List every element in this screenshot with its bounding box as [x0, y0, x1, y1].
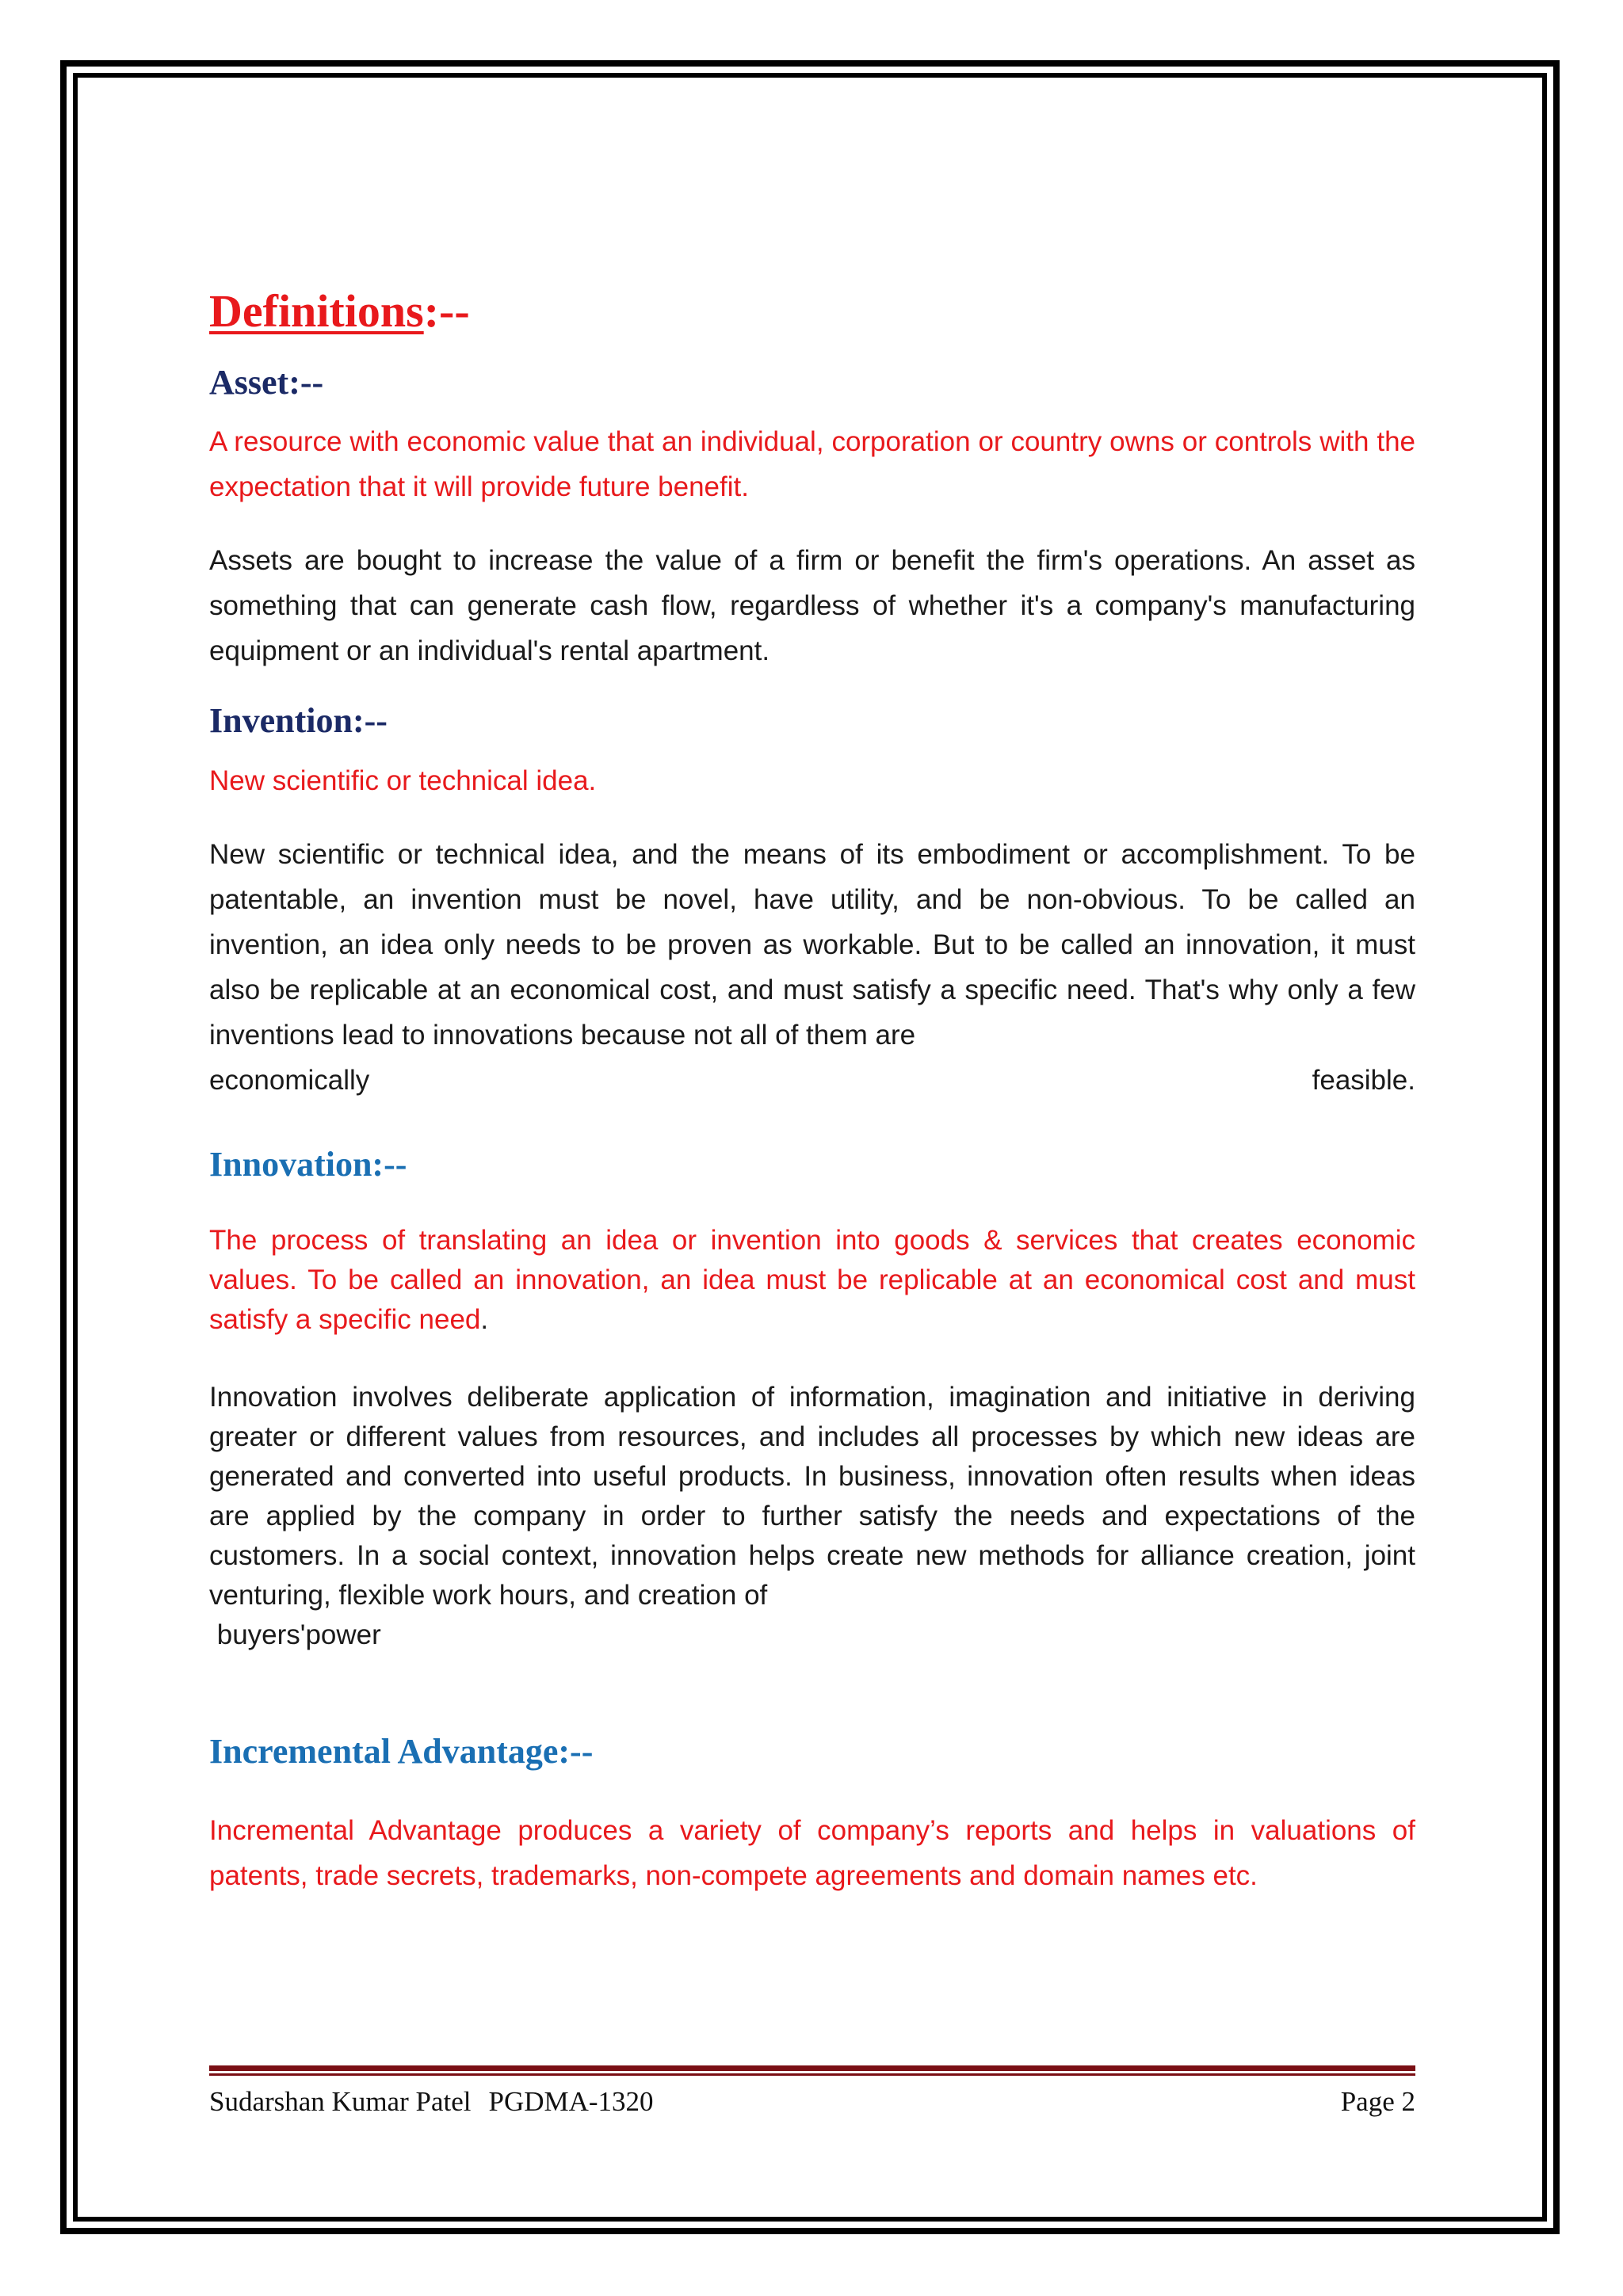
innovation-definition: [209, 1221, 1415, 1340]
invention-body-last-line: [209, 1058, 1415, 1103]
footer-author: Sudarshan Kumar Patel: [209, 2086, 472, 2117]
asset-definition: A resource with economic value that an individual, corporation or country owns or controls with the expectation that it will provide future benefit.: [209, 426, 1415, 503]
section-heading-incremental-advantage: Incremental Advantage:--: [209, 1732, 594, 1772]
section-heading-innovation: Innovation:--: [209, 1145, 407, 1184]
innovation-body: Innovation involves deliberate application of information, imagination and initiative in deriving greater or different values from resources, and includes all processes by which new ideas are generated and converted into useful products. In business, innovation often results when ideas are applied by the company in order to further satisfy the needs and expectations of the customers. In a social context, innovation helps create new methods for alliance creation, joint venturing, flexible work hours, and creation of: [209, 1382, 1415, 1611]
asset-body: Assets are bought to increase the value of a firm or benefit the firm's operations. An asset as something that can generate cash flow, regardless of whether it's a company's manufacturing equipment or an individual's rental apartment.: [209, 545, 1415, 667]
page-title: [209, 285, 1415, 338]
invention-body-last-left: economically: [209, 1065, 370, 1097]
footer-course: PGDMA-1320: [488, 2086, 654, 2117]
invention-definition: New scientific or technical idea.: [209, 765, 597, 797]
invention-body-last-right: feasible.: [1312, 1065, 1415, 1097]
section-heading-asset: Asset:--: [209, 362, 324, 402]
page-footer: [209, 2082, 1415, 2122]
page-title-main: Definitions: [209, 285, 424, 337]
section-heading-invention: Invention:--: [209, 701, 388, 741]
page-content: [209, 285, 1415, 1898]
incremental-advantage-definition: Incremental Advantage produces a variety of company’s reports and helps in valuations of patents, trade secrets, trademarks, non-compete agreements and domain names etc.: [209, 1814, 1415, 1891]
innovation-definition-end: .: [480, 1304, 489, 1336]
footer-author-line: [209, 2082, 654, 2122]
innovation-definition-text: The process of translating an idea or invention into goods & services that creates economic values. To be called an innovation, an idea must be replicable at an economical cost and must satisfy a specific need: [209, 1225, 1415, 1336]
footer-divider: [209, 2065, 1415, 2076]
invention-body: New scientific or technical idea, and the means of its embodiment or accomplishment. To be patentable, an invention must be novel, have utility, and be non-obvious. To be called an invention, an idea only needs to be proven as workable. But to be called an innovation, it must also be replicable at an economical cost, and must satisfy a specific need. That's why only a few inventions lead to innovations because not all of them are: [209, 839, 1415, 1051]
page-title-suffix: :--: [423, 285, 470, 337]
footer-page-number: Page 2: [1340, 2086, 1415, 2117]
innovation-body-last: buyers'power: [209, 1619, 381, 1651]
